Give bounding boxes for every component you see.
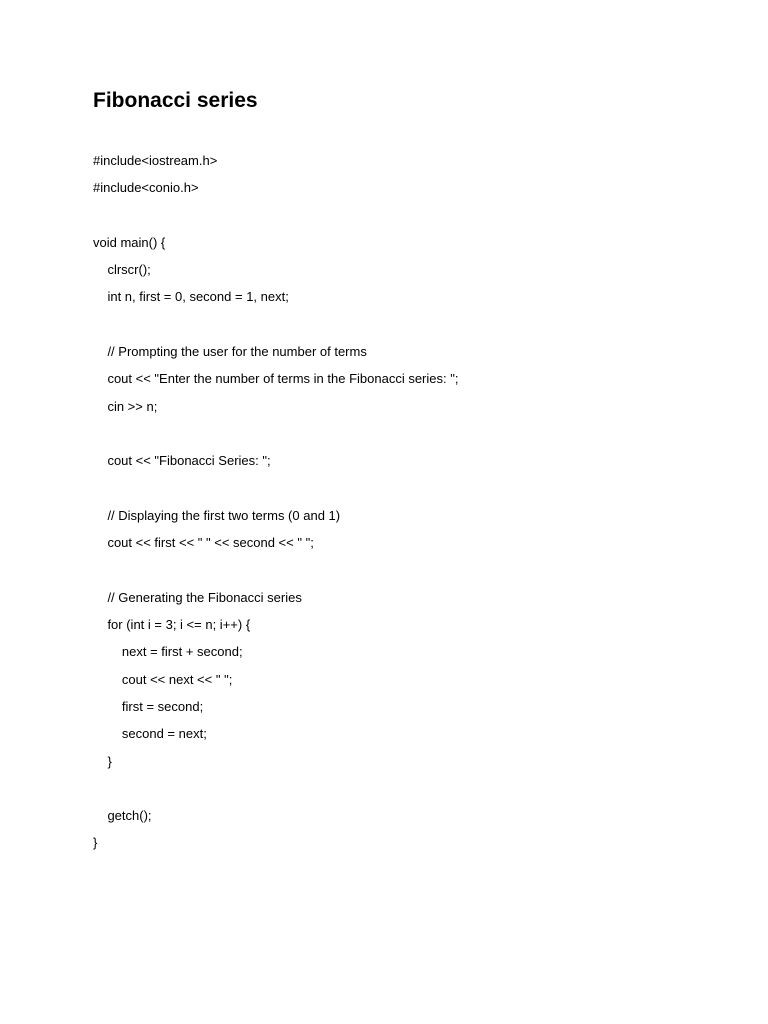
code-line (93, 480, 458, 507)
code-line: first = second; (93, 698, 204, 714)
code-line: int n, first = 0, second = 1, next; (93, 289, 289, 305)
code-line: second = next; (93, 726, 207, 742)
code-line: // Displaying the first two terms (0 and 1) (93, 507, 341, 523)
code-line: cout << "Enter the number of terms in the Fibonacci series: "; (93, 371, 459, 387)
code-line (93, 425, 458, 452)
code-line: } (93, 835, 98, 851)
code-line: getch(); (93, 808, 152, 824)
code-line: cout << first << " " << second << " "; (93, 535, 314, 551)
code-line: #include<iostream.h> (93, 153, 218, 168)
code-line (93, 561, 458, 588)
code-line: clrscr(); (93, 262, 151, 278)
code-line: // Prompting the user for the number of terms (93, 344, 367, 360)
code-listing (93, 152, 458, 862)
code-line: // Generating the Fibonacci series (93, 589, 302, 605)
code-line: cout << "Fibonacci Series: "; (93, 453, 271, 469)
code-line: void main() { (93, 234, 166, 250)
code-line: next = first + second; (93, 644, 243, 660)
code-line (93, 780, 458, 807)
code-line: for (int i = 3; i <= n; i++) { (93, 617, 251, 633)
document-title: Fibonacci series (93, 89, 258, 112)
code-line: #include<conio.h> (93, 180, 199, 196)
code-line (93, 207, 458, 234)
code-line (93, 316, 458, 343)
code-line: } (93, 753, 112, 769)
code-line: cout << next << " "; (93, 671, 233, 687)
code-line: cin >> n; (93, 398, 158, 414)
